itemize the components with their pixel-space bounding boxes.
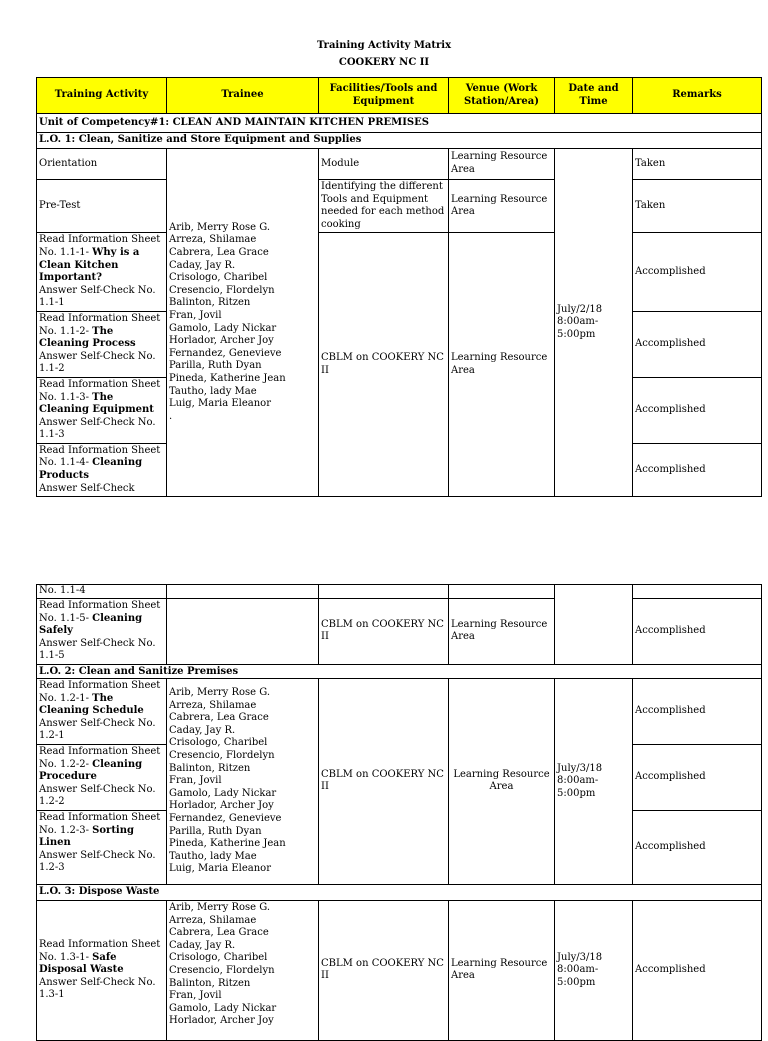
- activity-selfcheck: Answer Self-Check No. 1.2-1: [39, 717, 156, 742]
- remarks-1-1-2: Accomplished: [633, 311, 762, 377]
- activity-topic: The Cleaning Equipment: [39, 391, 154, 416]
- remarks-orientation: Taken: [633, 149, 762, 180]
- activity-topic: Cleaning Safely: [39, 612, 143, 637]
- date-empty: [555, 585, 633, 665]
- header-training-activity: Training Activity: [37, 78, 167, 114]
- unit-of-competency: Unit of Competency#1: CLEAN AND MAINTAIN KITCHEN PREMISES: [37, 114, 762, 133]
- activity-topic: The Cleaning Schedule: [39, 692, 144, 717]
- remarks-1-3-1: Accomplished: [633, 900, 762, 1040]
- activity-1-2-3: [37, 810, 167, 884]
- remarks-1-1-5: Accomplished: [633, 599, 762, 665]
- activity-pretest: Pre-Test: [37, 180, 167, 233]
- activity-1-2-2: [37, 744, 167, 810]
- activity-text: Read Information Sheet No. 1.2-2-: [39, 745, 161, 770]
- trainee-empty: [167, 599, 319, 665]
- facility-cblm: CBLM on COOKERY NC II: [319, 599, 449, 665]
- training-matrix-page2: [36, 584, 762, 1041]
- document-title: Training Activity Matrix: [316, 40, 452, 51]
- remarks-empty: [633, 585, 762, 599]
- activity-1-1-4: [37, 443, 167, 496]
- activity-topic: Safe Disposal Waste: [39, 951, 124, 976]
- activity-selfcheck: Answer Self-Check No. 1.1-2: [39, 350, 156, 375]
- remarks-1-2-1: Accomplished: [633, 678, 762, 744]
- remarks-1-2-3: Accomplished: [633, 810, 762, 884]
- remarks-1-1-4: Accomplished: [633, 443, 762, 496]
- activity-orientation: Orientation: [37, 149, 167, 180]
- activity-text: Read Information Sheet No. 1.2-3-: [39, 811, 161, 836]
- remarks-1-2-2: Accomplished: [633, 744, 762, 810]
- header-facilities: Facilities/Tools and Equipment: [319, 78, 449, 114]
- activity-text: Read Information Sheet No. 1.1-3-: [39, 378, 161, 403]
- remarks-1-1-1: Accomplished: [633, 233, 762, 312]
- activity-text: Read Information Sheet No. 1.2-1-: [39, 679, 161, 704]
- facility-empty: [319, 585, 449, 599]
- activity-selfcheck: Answer Self-Check No. 1.1-3: [39, 416, 156, 441]
- facility-tools: Identifying the different Tools and Equipment needed for each method cooking: [319, 180, 449, 233]
- trainee-list: [167, 149, 319, 497]
- activity-1-1-1: [37, 233, 167, 312]
- venue-orientation: Learning Resource Area: [449, 149, 555, 180]
- facility-cblm-lo2: CBLM on COOKERY NC II: [319, 678, 449, 884]
- facility-module: Module: [319, 149, 449, 180]
- activity-topic: The Cleaning Process: [39, 325, 136, 350]
- lo1-heading: L.O. 1: Clean, Sanitize and Store Equipment and Supplies: [37, 133, 762, 149]
- trainee-list-lo2: Arib, Merry Rose G. Arreza, Shilamae Cabrera, Lea Grace Caday, Jay R. Crisologo, Charibel Cresencio, Flordelyn Balinton, Ritzen Fran, Jovil Gamolo, Lady Nickar Horlador, Archer Joy Fernandez, Genevieve Parilla, Ruth Dyan Pineda, Katherine Jean Tautho, lady Mae Luig, Maria Eleanor: [167, 678, 319, 884]
- activity-text: Read Information Sheet No. 1.1-1-: [39, 234, 161, 258]
- activity-1-1-3: [37, 377, 167, 443]
- date-july-3-lo3: July/3/18 8:00am- 5:00pm: [555, 900, 633, 1040]
- activity-1-1-2: [37, 311, 167, 377]
- header-venue: Venue (Work Station/Area): [449, 78, 555, 114]
- facility-cblm: CBLM on COOKERY NC II: [319, 233, 449, 497]
- remarks-pretest: Taken: [633, 180, 762, 233]
- lo3-heading: L.O. 3: Dispose Waste: [37, 884, 762, 900]
- activity-1-1-4-continued: No. 1.1-4: [37, 585, 167, 599]
- activity-text: Read Information Sheet No. 1.1-2-: [39, 312, 161, 337]
- activity-topic: Cleaning Procedure: [39, 758, 143, 783]
- date-july-2: July/2/18 8:00am- 5:00pm: [555, 149, 633, 497]
- document-subtitle: COOKERY NC II: [338, 57, 430, 68]
- facility-cblm-lo3: CBLM on COOKERY NC II: [319, 900, 449, 1040]
- activity-topic: Cleaning Products: [39, 457, 143, 482]
- trainee-list-dot: .: [169, 410, 173, 422]
- venue-lo3: Learning Resource Area: [449, 900, 555, 1040]
- training-matrix-page1: [36, 77, 762, 497]
- activity-selfcheck: Answer Self-Check No. 1.2-3: [39, 849, 156, 874]
- trainee-list-lo3: Arib, Merry Rose G. Arreza, Shilamae Cabrera, Lea Grace Caday, Jay R. Crisologo, Charibel Cresencio, Flordelyn Balinton, Ritzen Fran, Jovil Gamolo, Lady Nickar Horlador, Archer Joy: [167, 900, 319, 1040]
- header-trainee: Trainee: [167, 78, 319, 114]
- activity-selfcheck: Answer Self-Check No. 1.1-1: [39, 284, 156, 309]
- activity-selfcheck: Answer Self-Check No. 1.3-1: [39, 976, 156, 1001]
- activity-selfcheck: Answer Self-Check No. 1.2-2: [39, 783, 156, 808]
- activity-1-3-1: [37, 900, 167, 1040]
- remarks-1-1-3: Accomplished: [633, 377, 762, 443]
- venue-cblm: Learning Resource Area: [449, 599, 555, 665]
- activity-text: Read Information Sheet No. 1.1-5-: [39, 600, 161, 624]
- activity-text: Read Information Sheet No. 1.1-4-: [39, 444, 161, 469]
- activity-selfcheck: Answer Self-Check: [39, 482, 135, 494]
- lo2-heading: L.O. 2: Clean and Sanitize Premises: [37, 664, 762, 678]
- date-july-3: July/3/18 8:00am- 5:00pm: [555, 678, 633, 884]
- trainee-names: Arib, Merry Rose G. Arreza, Shilamae Cabrera, Lea Grace Caday, Jay R. Crisologo, Charibel Cresencio, Flordelyn Balinton, Ritzen Fran, Jovil Gamolo, Lady Nickar Horlador, Archer Joy Fernandez, Genevieve Parilla, Ruth Dyan Pineda, Katherine Jean Tautho, lady Mae Luig, Maria Eleanor: [169, 221, 286, 410]
- venue-lo2: Learning Resource Area: [449, 678, 555, 884]
- activity-selfcheck: Answer Self-Check No. 1.1-5: [39, 637, 156, 662]
- venue-cblm: Learning Resource Area: [449, 233, 555, 497]
- venue-pretest: Learning Resource Area: [449, 180, 555, 233]
- header-date: Date and Time: [555, 78, 633, 114]
- activity-1-1-5: [37, 599, 167, 665]
- venue-empty: [449, 585, 555, 599]
- header-remarks: Remarks: [633, 78, 762, 114]
- activity-topic: Sorting Linen: [39, 824, 134, 849]
- trainee-empty: [167, 585, 319, 599]
- activity-1-2-1: [37, 678, 167, 744]
- activity-text: Read Information Sheet No. 1.3-1-: [39, 938, 161, 963]
- activity-topic: Why is a Clean Kitchen Important?: [39, 246, 140, 284]
